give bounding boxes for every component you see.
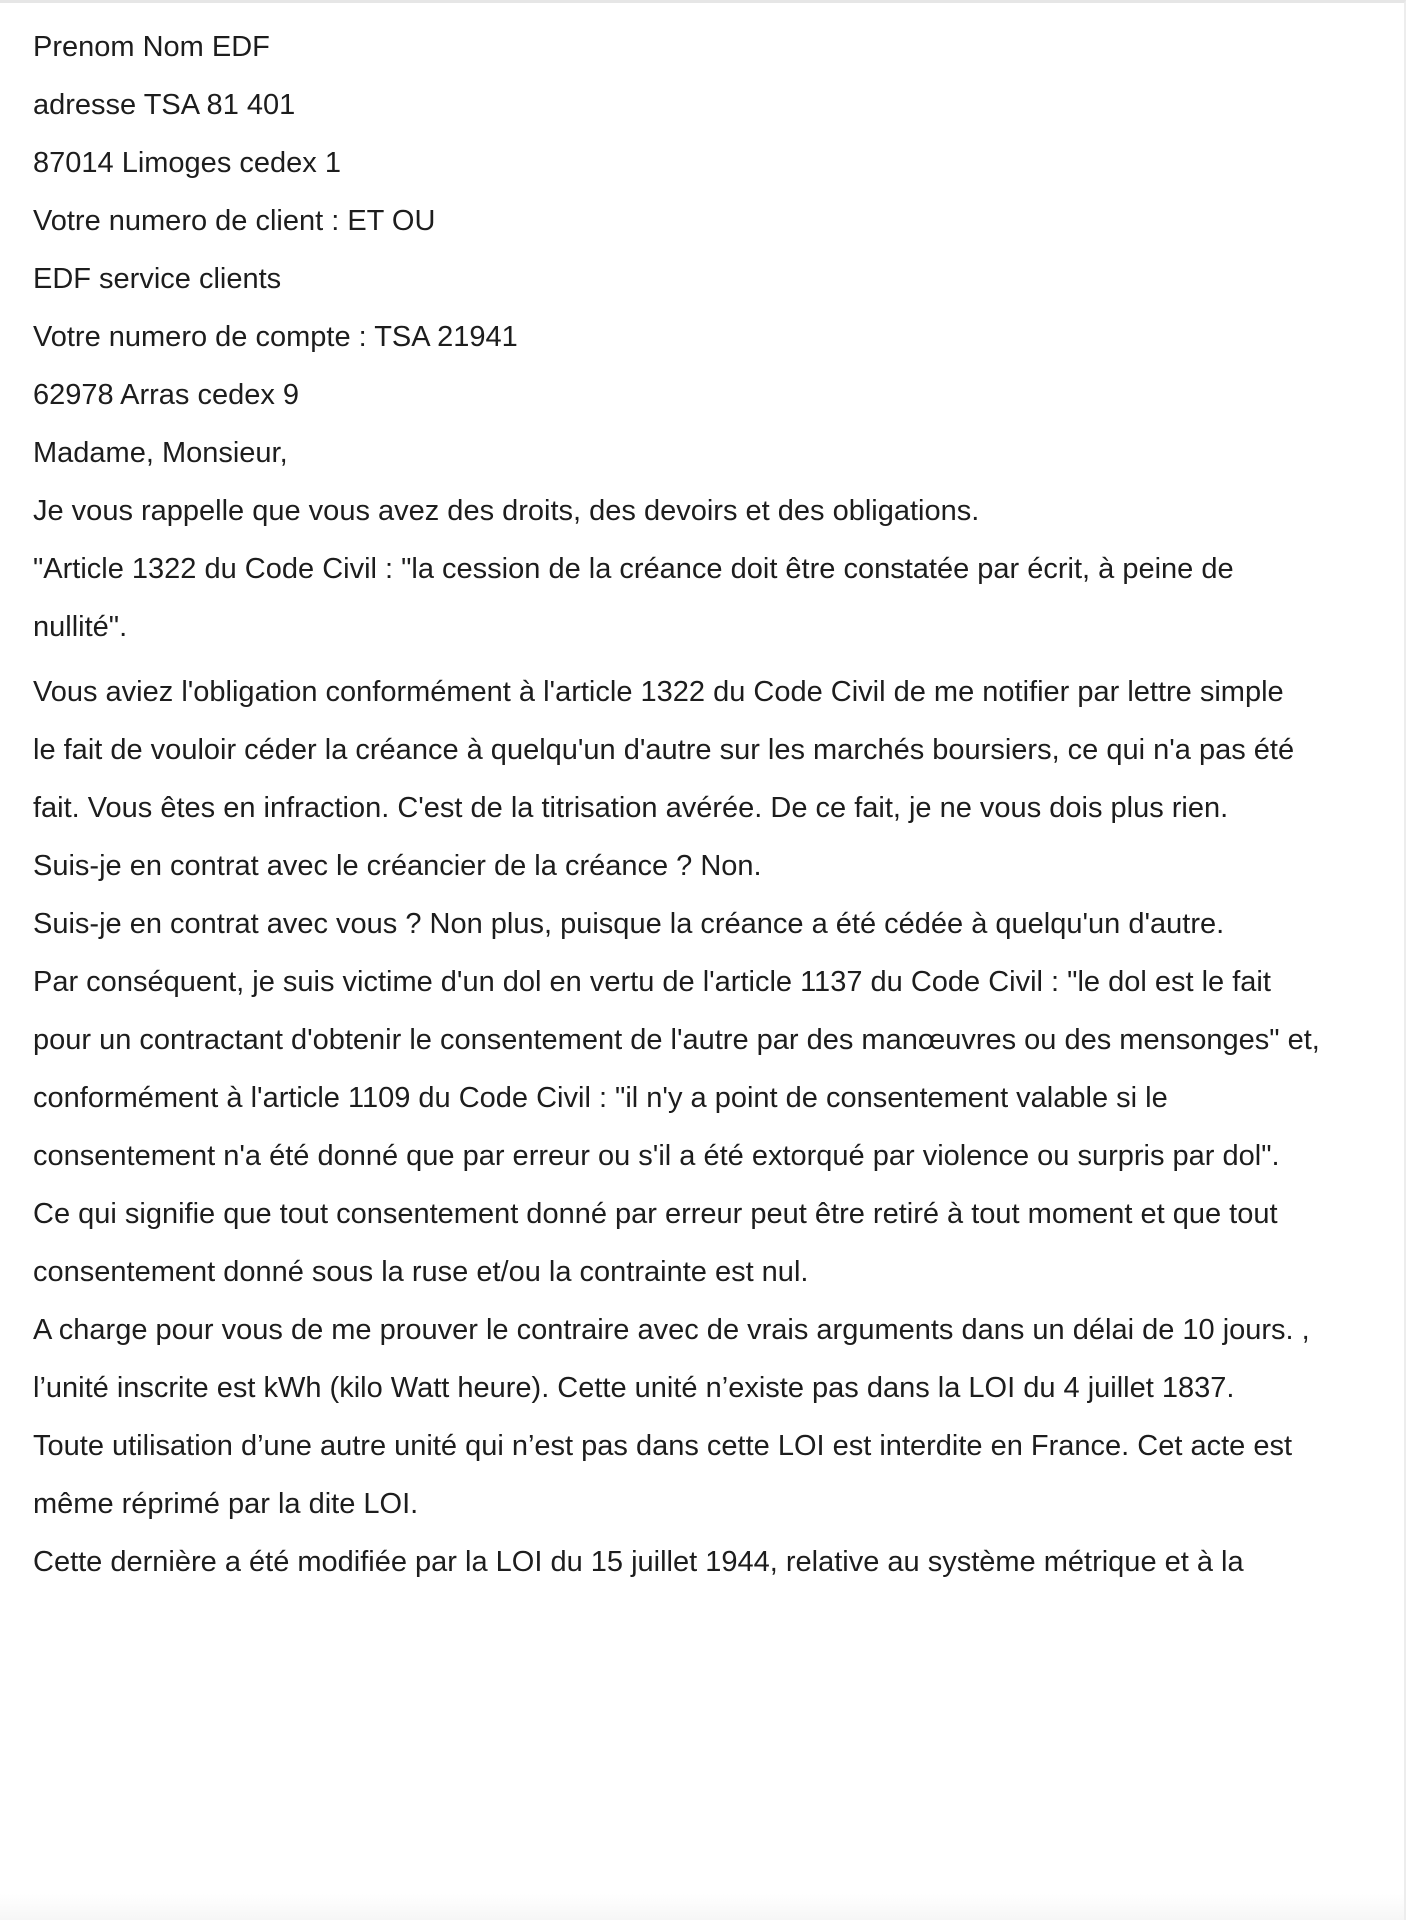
paragraph: conformément à l'article 1109 du Code Civil : "il n'y a point de consentement valable si le [33, 1082, 1168, 1114]
paragraph: A charge pour vous de me prouver le contraire avec de vrais arguments dans un délai de 10 jours. , [33, 1314, 1310, 1346]
paragraph: le fait de vouloir céder la créance à quelqu'un d'autre sur les marchés boursiers, ce qui n'a pas été [33, 734, 1295, 766]
paragraph: consentement n'a été donné que par erreur ou s'il a été extorqué par violence ou surpris par dol". [33, 1140, 1280, 1172]
paragraph: Ce qui signifie que tout consentement donné par erreur peut être retiré à tout moment et que tout [33, 1198, 1278, 1230]
paragraph: nullité". [33, 611, 128, 643]
sender-address: adresse TSA 81 401 [33, 89, 296, 121]
paragraph: pour un contractant d'obtenir le consentement de l'autre par des manœuvres ou des mensonges" et, [33, 1024, 1320, 1056]
letter-body [33, 27, 1393, 1600]
paragraph: Cette dernière a été modifiée par la LOI du 15 juillet 1944, relative au système métrique et à la [33, 1546, 1244, 1578]
paragraph: même réprimé par la dite LOI. [33, 1488, 419, 1520]
paragraph: Toute utilisation d’une autre unité qui n’est pas dans cette LOI est interdite en France. Cet acte est [33, 1430, 1293, 1462]
paragraph: fait. Vous êtes en infraction. C'est de la titrisation avérée. De ce fait, je ne vous dois plus rien. [33, 792, 1229, 824]
paragraph: Suis-je en contrat avec le créancier de la créance ? Non. [33, 850, 762, 882]
recipient-name: EDF service clients [33, 263, 282, 295]
paragraph: "Article 1322 du Code Civil : "la cession de la créance doit être constatée par écrit, à peine de [33, 553, 1234, 585]
salutation: Madame, Monsieur, [33, 437, 288, 469]
paragraph: Vous aviez l'obligation conformément à l'article 1322 du Code Civil de me notifier par lettre simple [33, 676, 1284, 708]
paragraph: Suis-je en contrat avec vous ? Non plus, puisque la créance a été cédée à quelqu'un d'autre. [33, 908, 1225, 940]
client-number: Votre numero de client : ET OU [33, 205, 436, 237]
sender-name: Prenom Nom EDF [33, 31, 270, 63]
paragraph: Je vous rappelle que vous avez des droits, des devoirs et des obligations. [33, 495, 980, 527]
paragraph: Par conséquent, je suis victime d'un dol en vertu de l'article 1137 du Code Civil : "le dol est le fait [33, 966, 1271, 998]
bottom-fade [0, 1894, 1404, 1920]
paragraph: l’unité inscrite est kWh (kilo Watt heure). Cette unité n’existe pas dans la LOI du 4 juillet 1837. [33, 1372, 1235, 1404]
recipient-city: 62978 Arras cedex 9 [33, 379, 300, 411]
account-number: Votre numero de compte : TSA 21941 [33, 321, 518, 353]
sender-city: 87014 Limoges cedex 1 [33, 147, 341, 179]
paragraph: consentement donné sous la ruse et/ou la contrainte est nul. [33, 1256, 809, 1288]
